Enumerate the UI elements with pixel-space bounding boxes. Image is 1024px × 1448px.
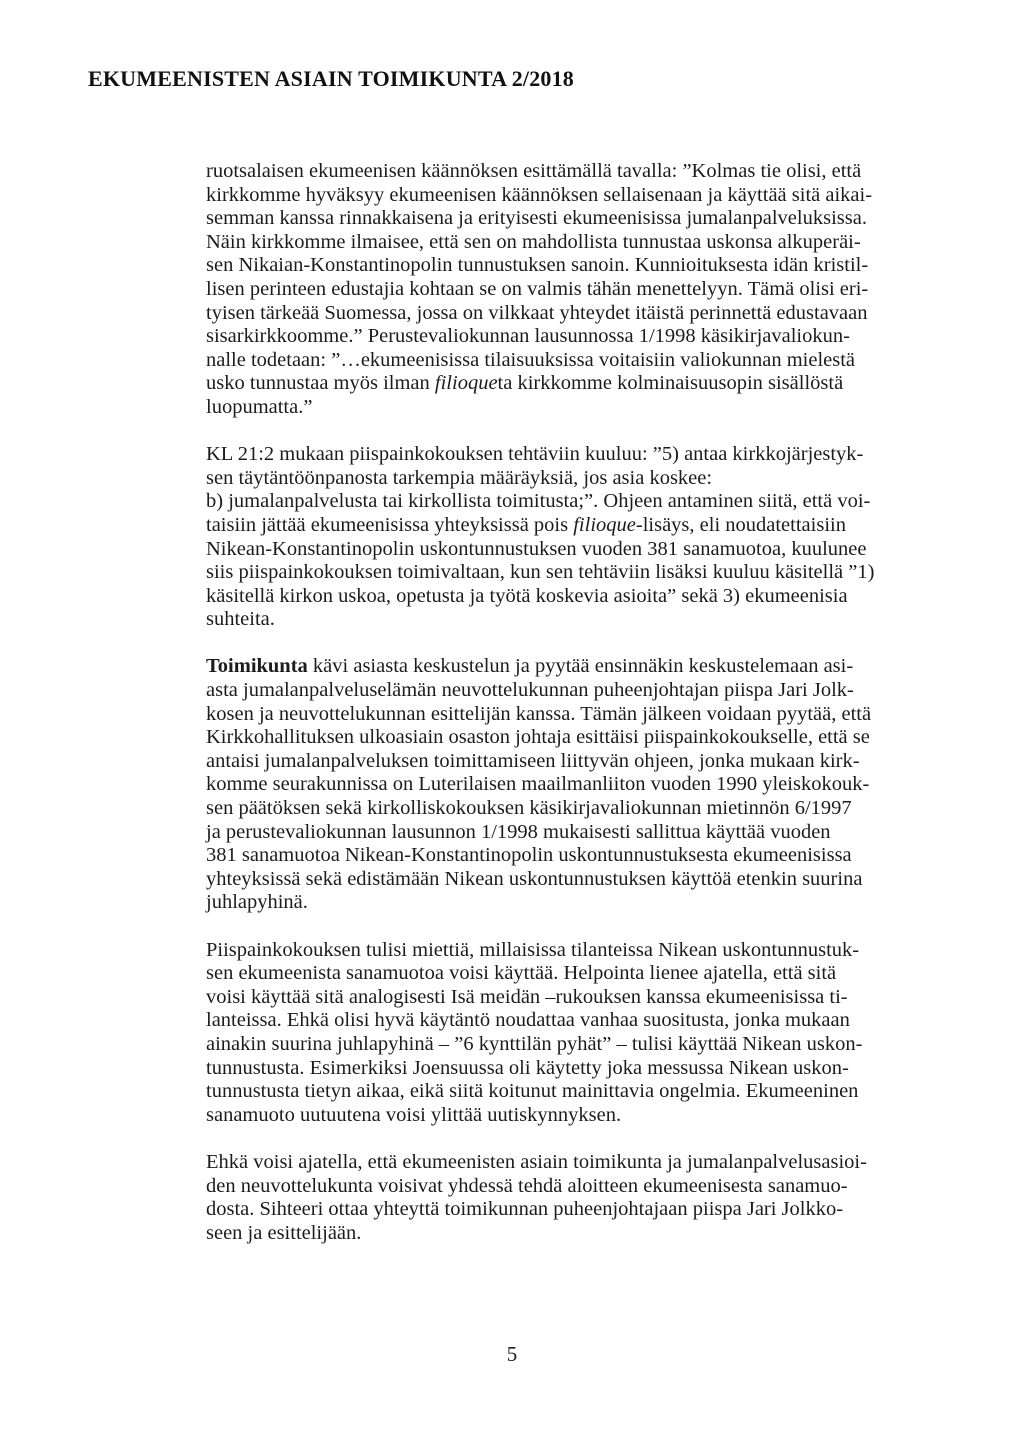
text-run: sen Nikaian-Konstantinopolin tunnustuksen sanoin. Kunnioituksesta idän kristil- — [206, 254, 869, 277]
text-line — [206, 467, 936, 491]
text-line — [206, 372, 936, 396]
text-run: lisen perinteen edustajia kohtaan se on valmis tähän menettelyyn. Tämä olisi eri- — [206, 277, 869, 300]
paragraph — [206, 443, 936, 632]
text-line — [206, 797, 936, 821]
italic-term: filioque — [434, 372, 498, 395]
text-run: sanamuoto uutuutena voisi ylittää uutiskynnyksen. — [206, 1103, 622, 1126]
text-line — [206, 1222, 936, 1246]
text-line — [206, 1057, 936, 1081]
text-run: siis piispainkokouksen toimivaltaan, kun sen tehtäviin lisäksi kuuluu käsitellä ”1) — [206, 561, 875, 584]
text-line — [206, 254, 936, 278]
text-run: b) jumalanpalvelusta tai kirkollista toimitusta;”. Ohjeen antaminen siitä, että voi- — [206, 490, 871, 513]
text-run: Nikean-Konstantinopolin uskontunnustuksen vuoden 381 sanamuotoa, kuulunee — [206, 537, 867, 560]
text-run: yhteyksissä sekä edistämään Nikean uskontunnustuksen käyttöä etenkin suurina — [206, 867, 863, 890]
text-line — [206, 986, 936, 1010]
text-line — [206, 302, 936, 326]
paragraph — [206, 160, 936, 420]
text-run: tunnustusta tietyn aikaa, eikä siitä koitunut mainittavia ongelmia. Ekumeeninen — [206, 1080, 859, 1103]
text-line — [206, 655, 936, 679]
text-run: juhlapyhinä. — [206, 891, 308, 914]
paragraph — [206, 939, 936, 1128]
text-line — [206, 1033, 936, 1057]
text-run: tyisen tärkeää Suomessa, jossa on vilkkaat yhteydet itäistä perinnettä edustavaan — [206, 301, 868, 324]
text-line — [206, 514, 936, 538]
text-run: usko tunnustaa myös ilman — [206, 372, 435, 395]
text-line — [206, 679, 936, 703]
document-header: EKUMEENISTEN ASIAIN TOIMIKUNTA 2/2018 — [88, 66, 575, 91]
page-number: 5 — [506, 1342, 518, 1366]
text-run: sen täytäntöönpanosta tarkempia määräyksiä, jos asia koskee: — [206, 466, 713, 489]
text-run: dosta. Sihteeri ottaa yhteyttä toimikunnan puheenjohtajaan piispa Jari Jolkko- — [206, 1198, 844, 1221]
text-run: den neuvottelukunta voisivat yhdessä tehdä aloitteen ekumeenisesta sanamuo- — [206, 1174, 848, 1197]
bold-term: Toimikunta — [206, 655, 308, 678]
text-run: Ehkä voisi ajatella, että ekumeenisten asiain toimikunta ja jumalanpalvelusasioi- — [206, 1150, 867, 1173]
text-run: lanteissa. Ehkä olisi hyvä käytäntö noudattaa vanhaa suositusta, jonka mukaan — [206, 1009, 850, 1032]
text-run: sen päätöksen sekä kirkolliskokouksen käsikirjavaliokunnan mietinnön 6/1997 — [206, 797, 852, 820]
text-run: seen ja esittelijään. — [206, 1221, 362, 1244]
text-run: taisiin jättää ekumeenisissa yhteyksissä pois — [206, 513, 574, 536]
text-run: asta jumalanpalveluselämän neuvottelukunnan puheenjohtajan piispa Jari Jolk- — [206, 679, 854, 702]
text-run: sisarkirkkoomme.” Perustevaliokunnan lausunnossa 1/1998 käsikirjavaliokun- — [206, 325, 850, 348]
text-line — [206, 868, 936, 892]
text-line — [206, 773, 936, 797]
text-line — [206, 443, 936, 467]
text-run: käsitellä kirkon uskoa, opetusta ja työtä koskevia asioita” sekä 3) ekumeenisia — [206, 584, 848, 607]
text-line — [206, 1080, 936, 1104]
text-line — [206, 1151, 936, 1175]
text-run: kirkkomme hyväksyy ekumeenisen käännöksen sellaisenaan ja käyttää sitä aikai- — [206, 183, 873, 206]
text-run: 381 sanamuotoa Nikean-Konstantinopolin uskontunnustuksesta ekumeenisissa — [206, 844, 852, 867]
text-run: Piispainkokouksen tulisi miettiä, millaisissa tilanteissa Nikean uskontunnustuk- — [206, 938, 860, 961]
text-run: kosen ja neuvottelukunnan esittelijän kanssa. Tämän jälkeen voidaan pyytää, että — [206, 702, 872, 725]
text-line — [206, 231, 936, 255]
text-line — [206, 939, 936, 963]
text-line — [206, 325, 936, 349]
text-run: ta kirkkomme kolminaisuusopin sisällöstä — [497, 372, 844, 395]
italic-term: filioque — [573, 513, 636, 536]
text-line — [206, 538, 936, 562]
text-run: tunnustusta. Esimerkiksi Joensuussa oli käytetty joka messussa Nikean uskon- — [206, 1056, 849, 1079]
text-run: semman kanssa rinnakkaisena ja erityisesti ekumeenisissa jumalanpalveluksissa. — [206, 207, 867, 230]
text-line — [206, 962, 936, 986]
text-run: Kirkkohallituksen ulkoasiain osaston johtaja esittäisi piispainkokoukselle, että se — [206, 726, 870, 749]
text-line — [206, 750, 936, 774]
paragraph — [206, 1151, 936, 1245]
text-line — [206, 844, 936, 868]
text-line — [206, 1104, 936, 1128]
text-run: Näin kirkkomme ilmaisee, että sen on mahdollista tunnustaa uskonsa alkuperäi- — [206, 230, 861, 253]
text-line — [206, 1009, 936, 1033]
text-run: luopumatta.” — [206, 395, 313, 418]
text-line — [206, 891, 936, 915]
text-run: -lisäys, eli noudatettaisiin — [635, 513, 846, 536]
text-run: ja perustevaliokunnan lausunnon 1/1998 mukaisesti sallittua käyttää vuoden — [206, 820, 831, 843]
text-line — [206, 821, 936, 845]
text-run: kävi asiasta keskustelun ja pyytää ensinnäkin keskustelemaan asi- — [307, 655, 854, 678]
text-run: sen ekumeenista sanamuotoa voisi käyttää. Helpointa lienee ajatella, että sitä — [206, 962, 837, 985]
text-line — [206, 184, 936, 208]
text-run: ruotsalaisen ekumeenisen käännöksen esittämällä tavalla: ”Kolmas tie olisi, että — [206, 160, 862, 182]
text-line — [206, 608, 936, 632]
text-line — [206, 207, 936, 231]
text-line — [206, 349, 936, 373]
text-line — [206, 1198, 936, 1222]
text-line — [206, 726, 936, 750]
text-line — [206, 561, 936, 585]
text-line — [206, 396, 936, 420]
document-body — [206, 160, 936, 1269]
text-run: komme seurakunnissa on Luterilaisen maailmanliiton vuoden 1990 yleiskokouk- — [206, 773, 870, 796]
text-line — [206, 1175, 936, 1199]
text-run: nalle todetaan: ”…ekumeenisissa tilaisuuksissa voitaisiin valiokunnan mielestä — [206, 348, 856, 371]
paragraph — [206, 655, 936, 915]
text-run: voisi käyttää sitä analogisesti Isä meidän –rukouksen kanssa ekumeenisissa ti- — [206, 985, 848, 1008]
text-line — [206, 490, 936, 514]
text-line — [206, 160, 936, 184]
text-run: KL 21:2 mukaan piispainkokouksen tehtäviin kuuluu: ”5) antaa kirkkojärjestyk- — [206, 443, 864, 466]
text-run: suhteita. — [206, 608, 275, 631]
text-line — [206, 703, 936, 727]
text-run: antaisi jumalanpalveluksen toimittamiseen liittyvän ohjeen, jonka mukaan kirk- — [206, 749, 860, 772]
text-line — [206, 585, 936, 609]
text-line — [206, 278, 936, 302]
text-run: ainakin suurina juhlapyhinä – ”6 kynttilän pyhät” – tulisi käyttää Nikean uskon- — [206, 1032, 863, 1055]
